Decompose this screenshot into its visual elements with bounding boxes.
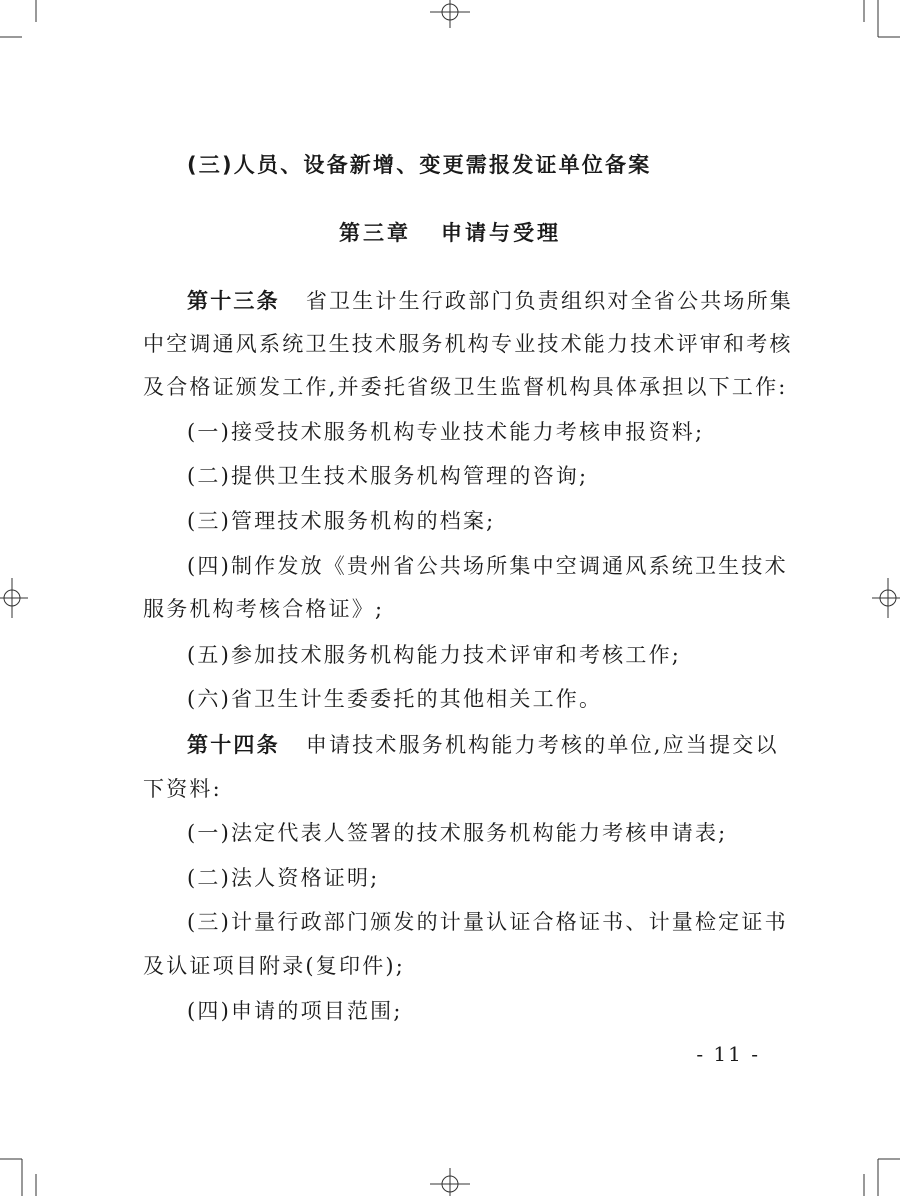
article-14-item-4: (四)申请的项目范围; [187,999,403,1023]
article-13-item-3: (三)管理技术服务机构的档案; [187,509,496,533]
article-13-line-1 [0,286,900,316]
article-13-line-2: 中空调通风系统卫生技术服务机构专业技术能力技术评审和考核 [143,332,793,356]
chapter-number: 第三章 [339,221,411,245]
section-heading-item-three: (三)人员、设备新增、变更需报发证单位备案 [187,153,652,177]
article-14-item-3-cont: 及认证项目附录(复印件); [143,954,406,978]
article-13-item-1: (一)接受技术服务机构专业技术能力考核申报资料; [187,420,705,444]
article-13-text-1: 省卫生计生行政部门负责组织对全省公共场所集 [305,289,794,313]
article-14-item-3: (三)计量行政部门颁发的计量认证合格证书、计量检定证书 [187,910,788,934]
article-14-text-1: 申请技术服务机构能力考核的单位,应当提交以 [305,733,779,757]
chapter-name: 申请与受理 [441,221,561,245]
article-13-line-3: 及合格证颁发工作,并委托省级卫生监督机构具体承担以下工作: [143,375,788,399]
article-14-label: 第十四条 [187,733,280,757]
article-13-item-4-cont: 服务机构考核合格证》; [143,597,385,621]
article-13-item-6: (六)省卫生计生委委托的其他相关工作。 [187,687,603,711]
chapter-title [0,218,900,248]
article-14-line-1 [0,730,900,760]
page-number: - 11 - [696,1042,760,1066]
article-13-item-4: (四)制作发放《贵州省公共场所集中空调通风系统卫生技术 [187,554,788,578]
article-14-item-2: (二)法人资格证明; [187,866,380,890]
article-14-item-1: (一)法定代表人签署的技术服务机构能力考核申请表; [187,821,728,845]
article-13-item-5: (五)参加技术服务机构能力技术评审和考核工作; [187,643,682,667]
article-13-item-2: (二)提供卫生技术服务机构管理的咨询; [187,464,589,488]
article-13-label: 第十三条 [187,289,280,313]
article-14-line-2: 下资料: [143,777,222,801]
